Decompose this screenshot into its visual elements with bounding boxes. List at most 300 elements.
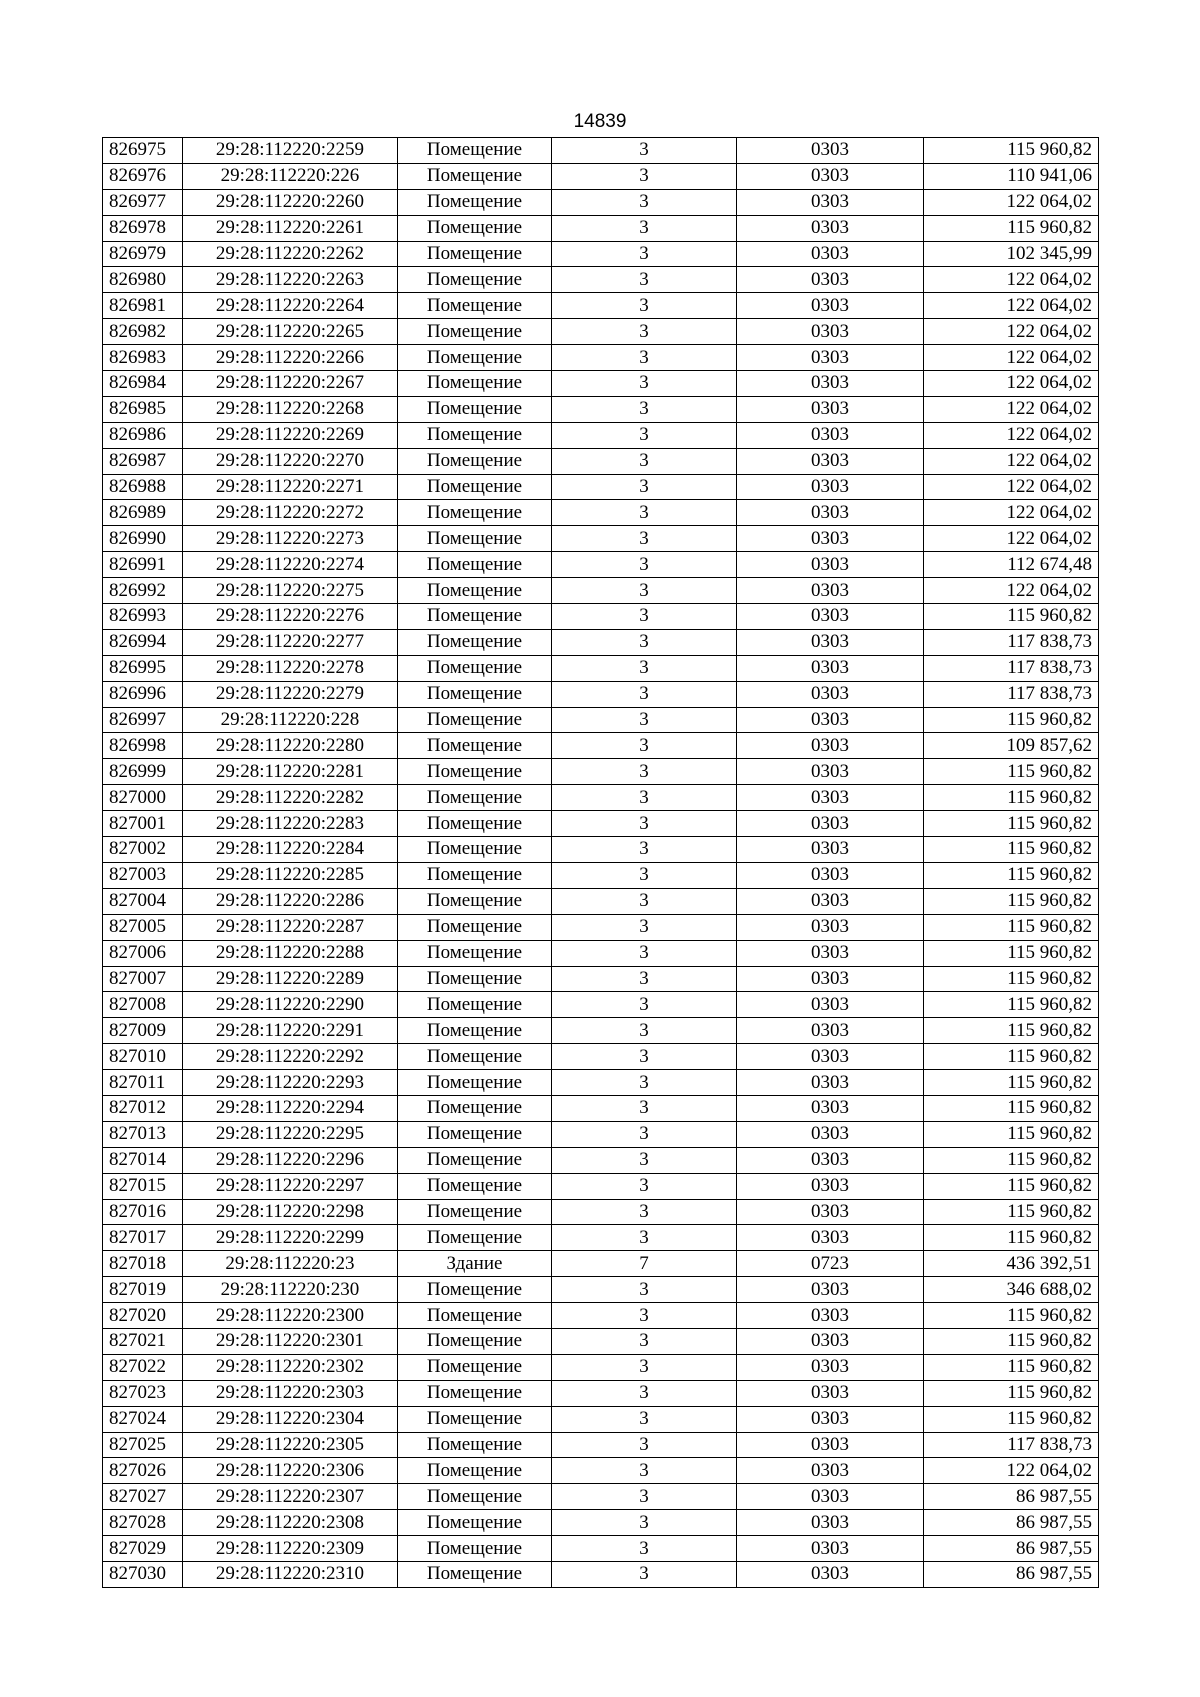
object-type-cell: Помещение: [398, 1277, 552, 1303]
group-code-cell: 3: [552, 733, 737, 759]
subgroup-code-cell: 0303: [737, 1044, 924, 1070]
subgroup-code-cell: 0303: [737, 189, 924, 215]
table-row: [103, 837, 1099, 863]
subgroup-code-cell: 0303: [737, 681, 924, 707]
subgroup-code-cell: 0303: [737, 811, 924, 837]
cadastral-value-cell: 115 960,82: [924, 1121, 1099, 1147]
cadastral-value-cell: 115 960,82: [924, 215, 1099, 241]
group-code-cell: 3: [552, 1147, 737, 1173]
cadastral-number-cell: 29:28:112220:2279: [183, 681, 398, 707]
subgroup-code-cell: 0303: [737, 966, 924, 992]
object-type-cell: Помещение: [398, 1406, 552, 1432]
subgroup-code-cell: 0303: [737, 759, 924, 785]
subgroup-code-cell: 0303: [737, 629, 924, 655]
table-row: [103, 1536, 1099, 1562]
table-row: [103, 1328, 1099, 1354]
group-code-cell: 3: [552, 1303, 737, 1329]
cadastral-value-cell: 115 960,82: [924, 1406, 1099, 1432]
subgroup-code-cell: 0303: [737, 655, 924, 681]
cadastral-value-cell: 117 838,73: [924, 1432, 1099, 1458]
group-code-cell: 3: [552, 500, 737, 526]
object-type-cell: Помещение: [398, 1095, 552, 1121]
object-type-cell: Помещение: [398, 733, 552, 759]
cadastral-value-cell: 109 857,62: [924, 733, 1099, 759]
row-number-cell: 826985: [103, 396, 183, 422]
object-type-cell: Помещение: [398, 1484, 552, 1510]
cadastral-value-cell: 122 064,02: [924, 189, 1099, 215]
cadastral-number-cell: 29:28:112220:2275: [183, 578, 398, 604]
object-type-cell: Помещение: [398, 552, 552, 578]
subgroup-code-cell: 0303: [737, 862, 924, 888]
cadastral-number-cell: 29:28:112220:2306: [183, 1458, 398, 1484]
table-row: [103, 319, 1099, 345]
subgroup-code-cell: 0303: [737, 526, 924, 552]
table-row: [103, 707, 1099, 733]
row-number-cell: 827012: [103, 1095, 183, 1121]
table-row: [103, 1018, 1099, 1044]
subgroup-code-cell: 0303: [737, 1173, 924, 1199]
subgroup-code-cell: 0303: [737, 1225, 924, 1251]
cadastral-value-cell: 86 987,55: [924, 1510, 1099, 1536]
row-number-cell: 826988: [103, 474, 183, 500]
row-number-cell: 827022: [103, 1354, 183, 1380]
group-code-cell: 3: [552, 604, 737, 630]
group-code-cell: 3: [552, 448, 737, 474]
group-code-cell: 3: [552, 578, 737, 604]
table-row: [103, 1354, 1099, 1380]
subgroup-code-cell: 0303: [737, 422, 924, 448]
table-row: [103, 811, 1099, 837]
table-row: [103, 1121, 1099, 1147]
group-code-cell: 3: [552, 1380, 737, 1406]
row-number-cell: 826994: [103, 629, 183, 655]
table-row: [103, 293, 1099, 319]
cadastral-number-cell: 29:28:112220:2296: [183, 1147, 398, 1173]
subgroup-code-cell: 0303: [737, 707, 924, 733]
cadastral-value-cell: 115 960,82: [924, 1018, 1099, 1044]
row-number-cell: 826999: [103, 759, 183, 785]
cadastral-number-cell: 29:28:112220:228: [183, 707, 398, 733]
subgroup-code-cell: 0303: [737, 1561, 924, 1587]
cadastral-number-cell: 29:28:112220:2282: [183, 785, 398, 811]
object-type-cell: Помещение: [398, 500, 552, 526]
cadastral-number-cell: 29:28:112220:2264: [183, 293, 398, 319]
table-row: [103, 604, 1099, 630]
table-row: [103, 1406, 1099, 1432]
cadastral-value-cell: 115 960,82: [924, 785, 1099, 811]
group-code-cell: 3: [552, 888, 737, 914]
group-code-cell: 3: [552, 552, 737, 578]
cadastral-value-cell: 115 960,82: [924, 1173, 1099, 1199]
table-row: [103, 526, 1099, 552]
row-number-cell: 826983: [103, 345, 183, 371]
subgroup-code-cell: 0303: [737, 837, 924, 863]
cadastral-value-cell: 122 064,02: [924, 267, 1099, 293]
table-row: [103, 1303, 1099, 1329]
subgroup-code-cell: 0303: [737, 1199, 924, 1225]
group-code-cell: 3: [552, 1225, 737, 1251]
table-row: [103, 578, 1099, 604]
row-number-cell: 826992: [103, 578, 183, 604]
row-number-cell: 826991: [103, 552, 183, 578]
group-code-cell: 3: [552, 293, 737, 319]
cadastral-number-cell: 29:28:112220:2266: [183, 345, 398, 371]
cadastral-value-cell: 115 960,82: [924, 914, 1099, 940]
object-type-cell: Помещение: [398, 138, 552, 164]
cadastral-number-cell: 29:28:112220:2278: [183, 655, 398, 681]
group-code-cell: 3: [552, 319, 737, 345]
table-row: [103, 267, 1099, 293]
subgroup-code-cell: 0303: [737, 1121, 924, 1147]
row-number-cell: 826984: [103, 371, 183, 397]
cadastral-number-cell: 29:28:112220:2281: [183, 759, 398, 785]
object-type-cell: Помещение: [398, 1458, 552, 1484]
table-row: [103, 1561, 1099, 1587]
table-row: [103, 1095, 1099, 1121]
table-row: [103, 189, 1099, 215]
cadastral-number-cell: 29:28:112220:2300: [183, 1303, 398, 1329]
cadastral-value-cell: 115 960,82: [924, 1380, 1099, 1406]
subgroup-code-cell: 0303: [737, 1406, 924, 1432]
cadastral-value-cell: 117 838,73: [924, 629, 1099, 655]
object-type-cell: Помещение: [398, 1147, 552, 1173]
table-row: [103, 1277, 1099, 1303]
cadastral-number-cell: 29:28:112220:2287: [183, 914, 398, 940]
subgroup-code-cell: 0303: [737, 267, 924, 293]
row-number-cell: 827011: [103, 1070, 183, 1096]
group-code-cell: 3: [552, 474, 737, 500]
group-code-cell: 3: [552, 215, 737, 241]
object-type-cell: Помещение: [398, 1225, 552, 1251]
cadastral-number-cell: 29:28:112220:2304: [183, 1406, 398, 1432]
cadastral-value-cell: 115 960,82: [924, 1328, 1099, 1354]
cadastral-value-cell: 115 960,82: [924, 138, 1099, 164]
cadastral-value-cell: 112 674,48: [924, 552, 1099, 578]
row-number-cell: 827026: [103, 1458, 183, 1484]
table-row: [103, 1199, 1099, 1225]
cadastral-number-cell: 29:28:112220:2267: [183, 371, 398, 397]
object-type-cell: Помещение: [398, 914, 552, 940]
group-code-cell: 3: [552, 681, 737, 707]
object-type-cell: Помещение: [398, 1561, 552, 1587]
group-code-cell: 3: [552, 1328, 737, 1354]
object-type-cell: Помещение: [398, 1018, 552, 1044]
object-type-cell: Помещение: [398, 1328, 552, 1354]
object-type-cell: Помещение: [398, 215, 552, 241]
cadastral-value-cell: 115 960,82: [924, 1225, 1099, 1251]
subgroup-code-cell: 0303: [737, 940, 924, 966]
cadastral-number-cell: 29:28:112220:2286: [183, 888, 398, 914]
group-code-cell: 3: [552, 1536, 737, 1562]
object-type-cell: Помещение: [398, 837, 552, 863]
row-number-cell: 827018: [103, 1251, 183, 1277]
cadastral-number-cell: 29:28:112220:2268: [183, 396, 398, 422]
object-type-cell: Помещение: [398, 345, 552, 371]
subgroup-code-cell: 0303: [737, 992, 924, 1018]
row-number-cell: 827005: [103, 914, 183, 940]
row-number-cell: 826977: [103, 189, 183, 215]
group-code-cell: 3: [552, 629, 737, 655]
cadastral-value-cell: 115 960,82: [924, 811, 1099, 837]
subgroup-code-cell: 0723: [737, 1251, 924, 1277]
row-number-cell: 827023: [103, 1380, 183, 1406]
cadastral-value-cell: 115 960,82: [924, 992, 1099, 1018]
group-code-cell: 3: [552, 1044, 737, 1070]
group-code-cell: 3: [552, 1484, 737, 1510]
cadastral-value-cell: 122 064,02: [924, 345, 1099, 371]
table-row: [103, 396, 1099, 422]
subgroup-code-cell: 0303: [737, 215, 924, 241]
object-type-cell: Помещение: [398, 707, 552, 733]
group-code-cell: 3: [552, 811, 737, 837]
group-code-cell: 3: [552, 1095, 737, 1121]
group-code-cell: 3: [552, 1406, 737, 1432]
subgroup-code-cell: 0303: [737, 1095, 924, 1121]
object-type-cell: Помещение: [398, 1303, 552, 1329]
object-type-cell: Помещение: [398, 422, 552, 448]
object-type-cell: Помещение: [398, 241, 552, 267]
cadastral-value-cell: 122 064,02: [924, 526, 1099, 552]
cadastral-number-cell: 29:28:112220:2297: [183, 1173, 398, 1199]
cadastral-value-cell: 115 960,82: [924, 1095, 1099, 1121]
subgroup-code-cell: 0303: [737, 1536, 924, 1562]
subgroup-code-cell: 0303: [737, 578, 924, 604]
cadastral-number-cell: 29:28:112220:2271: [183, 474, 398, 500]
cadastral-number-cell: 29:28:112220:2263: [183, 267, 398, 293]
cadastral-number-cell: 29:28:112220:2280: [183, 733, 398, 759]
object-type-cell: Помещение: [398, 1380, 552, 1406]
cadastral-number-cell: 29:28:112220:2291: [183, 1018, 398, 1044]
cadastral-value-cell: 122 064,02: [924, 448, 1099, 474]
group-code-cell: 3: [552, 163, 737, 189]
group-code-cell: 3: [552, 992, 737, 1018]
subgroup-code-cell: 0303: [737, 293, 924, 319]
object-type-cell: Помещение: [398, 578, 552, 604]
cadastral-value-cell: 102 345,99: [924, 241, 1099, 267]
cadastral-number-cell: 29:28:112220:2285: [183, 862, 398, 888]
group-code-cell: 3: [552, 189, 737, 215]
group-code-cell: 3: [552, 526, 737, 552]
cadastral-value-cell: 122 064,02: [924, 422, 1099, 448]
cadastral-value-cell: 115 960,82: [924, 940, 1099, 966]
object-type-cell: Помещение: [398, 1121, 552, 1147]
object-type-cell: Помещение: [398, 888, 552, 914]
row-number-cell: 826987: [103, 448, 183, 474]
object-type-cell: Помещение: [398, 1354, 552, 1380]
group-code-cell: 3: [552, 422, 737, 448]
row-number-cell: 826979: [103, 241, 183, 267]
cadastral-value-cell: 115 960,82: [924, 1354, 1099, 1380]
object-type-cell: Помещение: [398, 940, 552, 966]
table-row: [103, 1484, 1099, 1510]
table-row: [103, 138, 1099, 164]
subgroup-code-cell: 0303: [737, 1147, 924, 1173]
cadastral-number-cell: 29:28:112220:2307: [183, 1484, 398, 1510]
group-code-cell: 3: [552, 1277, 737, 1303]
row-number-cell: 826995: [103, 655, 183, 681]
cadastral-number-cell: 29:28:112220:2310: [183, 1561, 398, 1587]
row-number-cell: 827001: [103, 811, 183, 837]
table-row: [103, 1044, 1099, 1070]
row-number-cell: 827025: [103, 1432, 183, 1458]
group-code-cell: 3: [552, 707, 737, 733]
group-code-cell: 3: [552, 655, 737, 681]
cadastral-number-cell: 29:28:112220:2259: [183, 138, 398, 164]
cadastral-number-cell: 29:28:112220:2289: [183, 966, 398, 992]
cadastral-number-cell: 29:28:112220:226: [183, 163, 398, 189]
object-type-cell: Помещение: [398, 862, 552, 888]
row-number-cell: 827000: [103, 785, 183, 811]
table-row: [103, 966, 1099, 992]
object-type-cell: Помещение: [398, 1510, 552, 1536]
cadastral-value-cell: 115 960,82: [924, 1303, 1099, 1329]
row-number-cell: 827007: [103, 966, 183, 992]
subgroup-code-cell: 0303: [737, 1303, 924, 1329]
group-code-cell: 3: [552, 1070, 737, 1096]
subgroup-code-cell: 0303: [737, 888, 924, 914]
cadastral-number-cell: 29:28:112220:2284: [183, 837, 398, 863]
cadastral-number-cell: 29:28:112220:2269: [183, 422, 398, 448]
cadastral-value-cell: 115 960,82: [924, 1147, 1099, 1173]
group-code-cell: 3: [552, 1510, 737, 1536]
object-type-cell: Помещение: [398, 1199, 552, 1225]
row-number-cell: 826996: [103, 681, 183, 707]
row-number-cell: 827006: [103, 940, 183, 966]
cadastral-value-cell: 115 960,82: [924, 759, 1099, 785]
table-row: [103, 500, 1099, 526]
table-row: [103, 1070, 1099, 1096]
row-number-cell: 827013: [103, 1121, 183, 1147]
group-code-cell: 3: [552, 940, 737, 966]
group-code-cell: 3: [552, 785, 737, 811]
cadastral-number-cell: 29:28:112220:2308: [183, 1510, 398, 1536]
group-code-cell: 3: [552, 267, 737, 293]
row-number-cell: 826976: [103, 163, 183, 189]
cadastral-number-cell: 29:28:112220:2305: [183, 1432, 398, 1458]
table-row: [103, 733, 1099, 759]
row-number-cell: 827004: [103, 888, 183, 914]
cadastral-number-cell: 29:28:112220:23: [183, 1251, 398, 1277]
row-number-cell: 827021: [103, 1328, 183, 1354]
object-type-cell: Помещение: [398, 448, 552, 474]
row-number-cell: 826978: [103, 215, 183, 241]
cadastral-number-cell: 29:28:112220:2274: [183, 552, 398, 578]
object-type-cell: Помещение: [398, 811, 552, 837]
row-number-cell: 827014: [103, 1147, 183, 1173]
subgroup-code-cell: 0303: [737, 500, 924, 526]
row-number-cell: 827028: [103, 1510, 183, 1536]
subgroup-code-cell: 0303: [737, 448, 924, 474]
cadastral-number-cell: 29:28:112220:2260: [183, 189, 398, 215]
cadastral-number-cell: 29:28:112220:2303: [183, 1380, 398, 1406]
table-row: [103, 992, 1099, 1018]
cadastral-number-cell: 29:28:112220:2293: [183, 1070, 398, 1096]
table-row: [103, 1251, 1099, 1277]
row-number-cell: 827017: [103, 1225, 183, 1251]
cadastral-value-cell: 110 941,06: [924, 163, 1099, 189]
cadastral-value-cell: 115 960,82: [924, 837, 1099, 863]
table-row: [103, 1380, 1099, 1406]
table-row: [103, 785, 1099, 811]
object-type-cell: Помещение: [398, 319, 552, 345]
cadastral-value-cell: 122 064,02: [924, 1458, 1099, 1484]
table-row: [103, 371, 1099, 397]
row-number-cell: 826990: [103, 526, 183, 552]
object-type-cell: Помещение: [398, 267, 552, 293]
cadastral-value-cell: 122 064,02: [924, 396, 1099, 422]
group-code-cell: 7: [552, 1251, 737, 1277]
object-type-cell: Здание: [398, 1251, 552, 1277]
row-number-cell: 826997: [103, 707, 183, 733]
object-type-cell: Помещение: [398, 759, 552, 785]
subgroup-code-cell: 0303: [737, 1328, 924, 1354]
cadastral-number-cell: 29:28:112220:2294: [183, 1095, 398, 1121]
group-code-cell: 3: [552, 759, 737, 785]
cadastral-value-cell: 346 688,02: [924, 1277, 1099, 1303]
registry-table-body: [103, 138, 1099, 1588]
object-type-cell: Помещение: [398, 604, 552, 630]
table-row: [103, 862, 1099, 888]
group-code-cell: 3: [552, 396, 737, 422]
subgroup-code-cell: 0303: [737, 345, 924, 371]
cadastral-value-cell: 115 960,82: [924, 1199, 1099, 1225]
row-number-cell: 827027: [103, 1484, 183, 1510]
object-type-cell: Помещение: [398, 189, 552, 215]
object-type-cell: Помещение: [398, 681, 552, 707]
cadastral-value-cell: 117 838,73: [924, 655, 1099, 681]
cadastral-value-cell: 122 064,02: [924, 371, 1099, 397]
cadastral-number-cell: 29:28:112220:230: [183, 1277, 398, 1303]
cadastral-value-cell: 115 960,82: [924, 1070, 1099, 1096]
cadastral-value-cell: 122 064,02: [924, 578, 1099, 604]
group-code-cell: 3: [552, 1121, 737, 1147]
cadastral-value-cell: 115 960,82: [924, 862, 1099, 888]
group-code-cell: 3: [552, 1561, 737, 1587]
row-number-cell: 826989: [103, 500, 183, 526]
cadastral-number-cell: 29:28:112220:2288: [183, 940, 398, 966]
object-type-cell: Помещение: [398, 163, 552, 189]
group-code-cell: 3: [552, 914, 737, 940]
subgroup-code-cell: 0303: [737, 138, 924, 164]
cadastral-value-cell: 115 960,82: [924, 707, 1099, 733]
table-row: [103, 241, 1099, 267]
cadastral-number-cell: 29:28:112220:2283: [183, 811, 398, 837]
table-row: [103, 1225, 1099, 1251]
cadastral-number-cell: 29:28:112220:2272: [183, 500, 398, 526]
subgroup-code-cell: 0303: [737, 163, 924, 189]
table-row: [103, 1147, 1099, 1173]
row-number-cell: 827020: [103, 1303, 183, 1329]
group-code-cell: 3: [552, 1432, 737, 1458]
cadastral-number-cell: 29:28:112220:2299: [183, 1225, 398, 1251]
table-row: [103, 1432, 1099, 1458]
cadastral-number-cell: 29:28:112220:2290: [183, 992, 398, 1018]
table-row: [103, 888, 1099, 914]
group-code-cell: 3: [552, 1199, 737, 1225]
table-row: [103, 914, 1099, 940]
group-code-cell: 3: [552, 862, 737, 888]
cadastral-number-cell: 29:28:112220:2302: [183, 1354, 398, 1380]
group-code-cell: 3: [552, 241, 737, 267]
cadastral-value-cell: 86 987,55: [924, 1484, 1099, 1510]
row-number-cell: 827029: [103, 1536, 183, 1562]
object-type-cell: Помещение: [398, 526, 552, 552]
object-type-cell: Помещение: [398, 785, 552, 811]
table-row: [103, 1458, 1099, 1484]
cadastral-number-cell: 29:28:112220:2292: [183, 1044, 398, 1070]
cadastral-value-cell: 122 064,02: [924, 500, 1099, 526]
subgroup-code-cell: 0303: [737, 1510, 924, 1536]
